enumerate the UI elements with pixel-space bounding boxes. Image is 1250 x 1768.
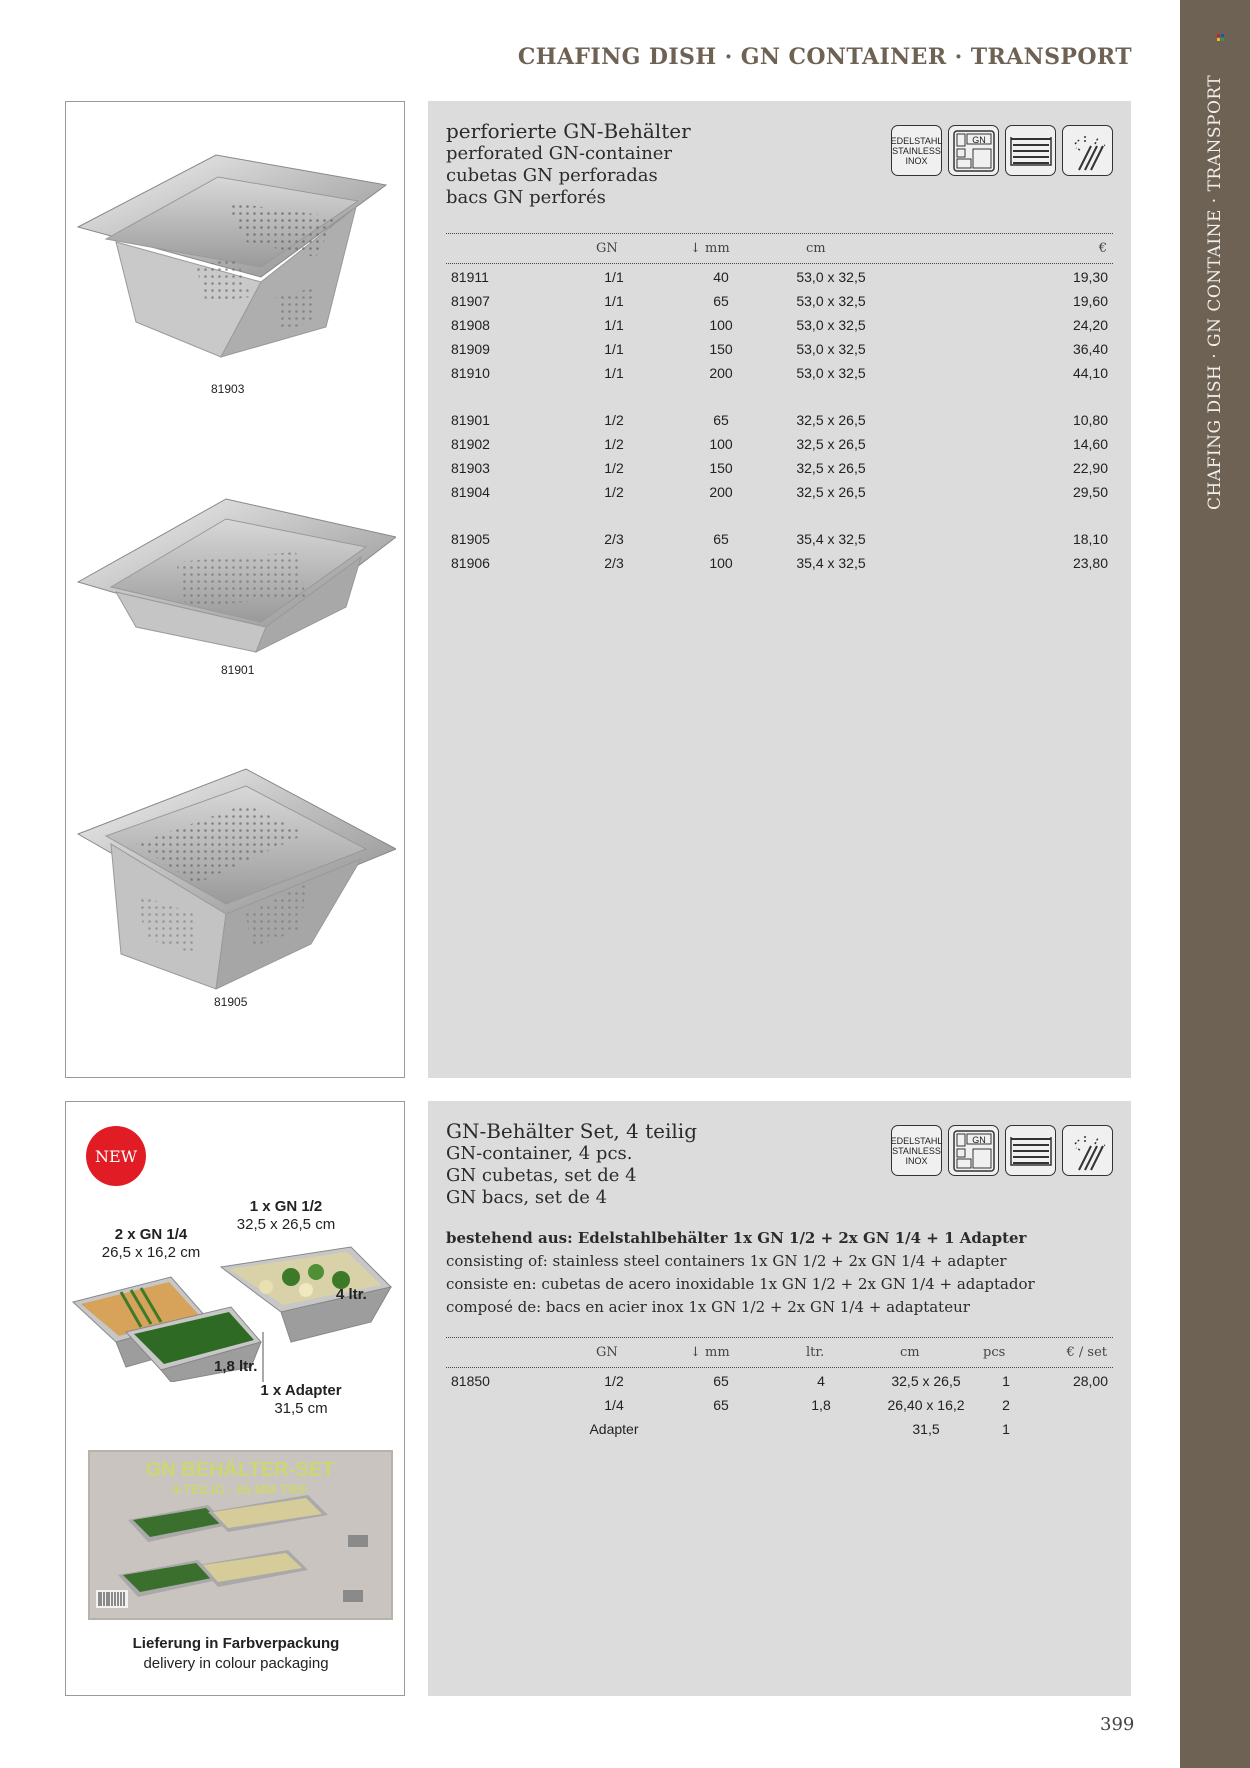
svg-text:GN: GN xyxy=(971,134,986,145)
col-header-gn: GN xyxy=(596,1345,618,1360)
col-header-price: € / set xyxy=(1066,1345,1107,1360)
set-title-de: GN-Behälter Set, 4 teilig xyxy=(446,1119,697,1143)
vol-18-label: 1,8 ltr. xyxy=(214,1358,258,1375)
set-info-panel xyxy=(428,1101,1131,1696)
product-title-fr: bacs GN perforés xyxy=(446,187,606,208)
new-badge: NEW xyxy=(86,1126,146,1186)
table-top-rule xyxy=(446,1337,1113,1338)
table-header-rule xyxy=(446,1367,1113,1368)
set-images-panel xyxy=(65,1101,405,1696)
set-title-block xyxy=(446,1119,697,1209)
stackable-icon xyxy=(1005,1125,1056,1176)
perforated-pan-image xyxy=(76,147,396,377)
image-caption: 81901 xyxy=(221,663,255,677)
table-row: 81907 1/1 65 53,0 x 32,5 19,60 xyxy=(451,293,1108,309)
page-number: 399 xyxy=(1100,1714,1135,1735)
svg-text:4-TEILIG · 65 MM TIEF: 4-TEILIG · 65 MM TIEF xyxy=(171,1482,309,1497)
table-row: 81903 1/2 150 32,5 x 26,5 22,90 xyxy=(451,460,1108,476)
table-row: 81850 1/2 65 4 32,5 x 26,5 1 28,00 xyxy=(451,1373,1108,1389)
image-caption: 81903 xyxy=(211,382,245,396)
color-dots xyxy=(1217,34,1227,42)
product-title-de: perforierte GN-Behälter xyxy=(446,119,691,143)
table-row: 81902 1/2 100 32,5 x 26,5 14,60 xyxy=(451,436,1108,452)
image-caption: 81905 xyxy=(214,995,248,1009)
color-packaging-image xyxy=(88,1450,393,1620)
table-row: Adapter 31,5 1 xyxy=(589,1421,1010,1437)
vol-4-label: 4 ltr. xyxy=(336,1286,367,1303)
table-row: 81905 2/3 65 35,4 x 32,5 18,10 xyxy=(451,531,1108,547)
table-row: 81901 1/2 65 32,5 x 26,5 10,80 xyxy=(451,412,1108,428)
dishwasher-safe-icon xyxy=(1062,1125,1113,1176)
col-header-ltr: ltr. xyxy=(806,1345,825,1360)
col-header-pcs: pcs xyxy=(983,1345,1006,1360)
table-row: 81904 1/2 200 32,5 x 26,5 29,50 xyxy=(451,484,1108,500)
table-header-rule xyxy=(446,263,1113,264)
sidebar-section-label: CHAFING DISH · GN CONTAINE · TRANSPORT xyxy=(1205,74,1225,510)
col-header-mm: ↓ mm xyxy=(690,241,730,256)
set-title-fr: GN bacs, set de 4 xyxy=(446,1187,608,1208)
gn-norm-icon xyxy=(948,1125,999,1176)
product-images-panel xyxy=(65,101,405,1078)
dishwasher-safe-icon xyxy=(1062,125,1113,176)
table-row: 1/4 65 1,8 26,40 x 16,2 2 xyxy=(604,1397,1010,1413)
col-header-price: € xyxy=(1098,241,1107,256)
set-description: bestehend aus: Edelstahlbehälter 1x GN 1/2 + 2x GN 1/4 + 1 Adapter consisting of: stainless steel containers 1x GN 1/2 + 2x GN 1/4 + adapter consiste en: cubetas de acero inoxidable 1x GN 1/2 + 2x GN 1/4 + adaptador composé de: bacs en acier inox 1x GN 1/2 + 2x GN 1/4 + adaptateur xyxy=(446,1229,1035,1316)
perforated-pan-image xyxy=(76,764,396,999)
stainless-steel-icon: EDELSTAHL STAINLESS INOX xyxy=(891,125,942,176)
packaging-caption: Lieferung in Farbverpackung delivery in colour packaging xyxy=(132,1635,340,1672)
col-header-cm: cm xyxy=(900,1345,920,1360)
adapter-label: 1 x Adapter 31,5 cm xyxy=(260,1382,342,1417)
feature-icons xyxy=(891,125,1113,176)
col-header-cm: cm xyxy=(806,241,826,256)
table-row: 81908 1/1 100 53,0 x 32,5 24,20 xyxy=(451,317,1108,333)
product-title-en: perforated GN-container xyxy=(446,143,673,164)
table-row: 81906 2/3 100 35,4 x 32,5 23,80 xyxy=(451,555,1108,571)
table-row: 81910 1/1 200 53,0 x 32,5 44,10 xyxy=(451,365,1108,381)
stackable-icon xyxy=(1005,125,1056,176)
page-title: CHAFING DISH · GN CONTAINER · TRANSPORT xyxy=(517,44,1132,70)
product-info-panel xyxy=(428,101,1131,1078)
gn-norm-icon xyxy=(948,125,999,176)
table-top-rule xyxy=(446,233,1113,234)
table-row: 81911 1/1 40 53,0 x 32,5 19,30 xyxy=(451,269,1108,285)
perforated-pan-image xyxy=(76,487,396,657)
svg-text:GN BEHÄLTER-SET: GN BEHÄLTER-SET xyxy=(145,1459,335,1481)
svg-text:GN: GN xyxy=(971,1134,986,1145)
product-title-es: cubetas GN perforadas xyxy=(446,165,658,186)
col-header-mm: ↓ mm xyxy=(690,1345,730,1360)
product-title-block xyxy=(446,119,691,209)
table-row: 81909 1/1 150 53,0 x 32,5 36,40 xyxy=(451,341,1108,357)
gn12-label: 1 x GN 1/2 32,5 x 26,5 cm xyxy=(236,1198,336,1233)
set-title-es: GN cubetas, set de 4 xyxy=(446,1165,637,1186)
set-title-en: GN-container, 4 pcs. xyxy=(446,1143,633,1164)
feature-icons xyxy=(891,1125,1113,1176)
col-header-gn: GN xyxy=(596,241,618,256)
gn14-label: 2 x GN 1/4 26,5 x 16,2 cm xyxy=(101,1226,201,1261)
stainless-steel-icon: EDELSTAHL STAINLESS INOX xyxy=(891,1125,942,1176)
